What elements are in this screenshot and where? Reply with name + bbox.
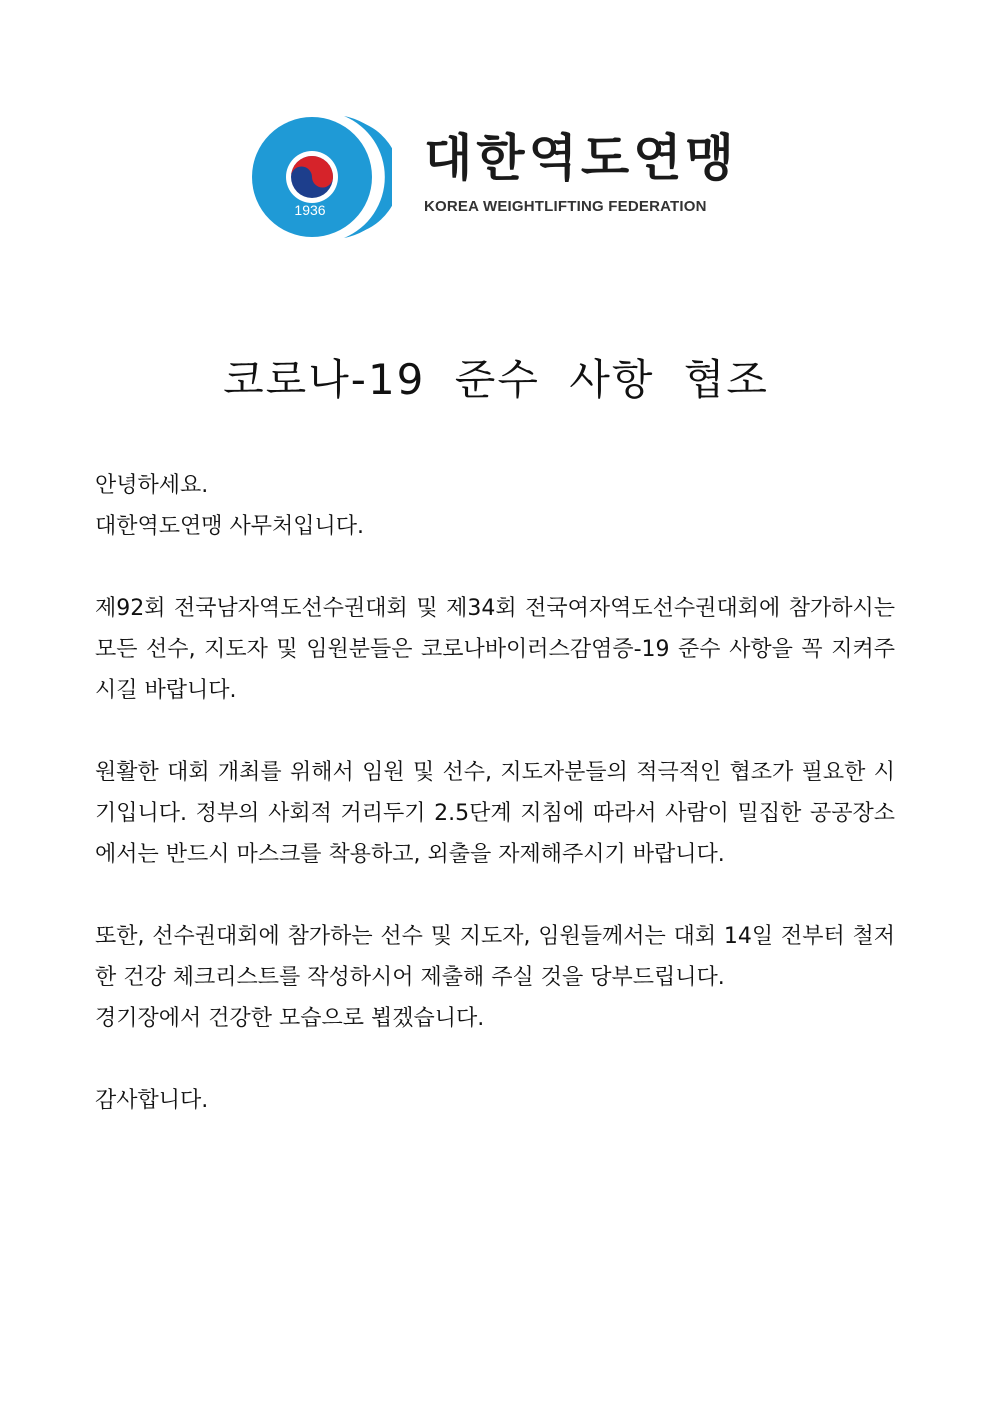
closing-line: 감사합니다. <box>95 1088 209 1113</box>
logo-korean-name: 대한역도연맹 <box>424 129 738 187</box>
logo-year: 1936 <box>294 202 326 218</box>
document-title: 코로나-19 준수 사항 협조 <box>223 355 769 404</box>
federation-logo <box>252 112 752 242</box>
paragraph-see-you: 경기장에서 건강한 모습으로 뵙겠습니다. <box>95 1006 485 1031</box>
greeting-line: 안녕하세요. <box>95 473 209 498</box>
greeting-line: 대한역도연맹 사무처입니다. <box>95 514 365 539</box>
paragraph-participation: 제92회 전국남자역도선수권대회 및 제34회 전국여자역도선수권대회에 참가하시는 모든 선수, 지도자 및 임원분들은 코로나바이러스감염증-19 준수 사항을 꼭 지켜주시길 바랍니다. <box>95 596 895 703</box>
letter-body <box>95 465 895 1121</box>
paragraph-cooperation: 원활한 대회 개최를 위해서 임원 및 선수, 지도자분들의 적극적인 협조가 필요한 시기입니다. 정부의 사회적 거리두기 2.5단계 지침에 따라서 사람이 밀집한 공공장소에서는 반드시 마스크를 착용하고, 외출을 자제해주시기 바랍니다. <box>95 760 895 867</box>
paragraph-checklist: 또한, 선수권대회에 참가하는 선수 및 지도자, 임원들께서는 대회 14일 전부터 철저한 건강 체크리스트를 작성하시어 제출해 주실 것을 당부드립니다. <box>95 924 895 990</box>
logo-english-name: KOREA WEIGHTLIFTING FEDERATION <box>424 198 707 215</box>
federation-emblem-icon <box>252 112 392 242</box>
